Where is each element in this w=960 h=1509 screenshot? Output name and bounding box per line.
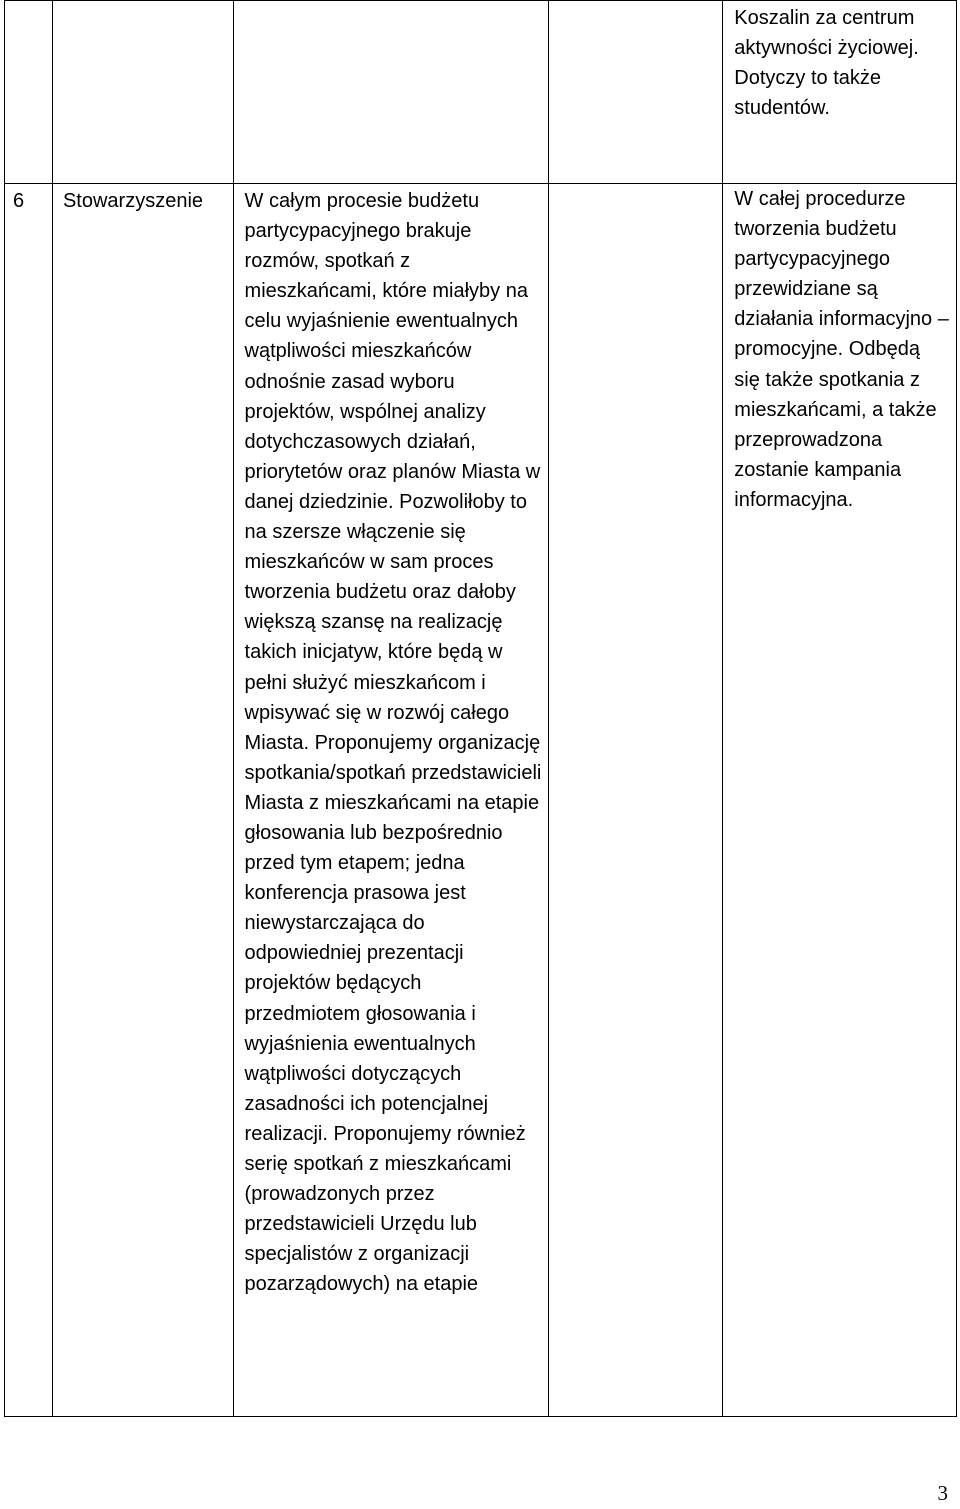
cell-comment: [233, 184, 548, 1417]
cell-submitter-top: [52, 1, 233, 184]
response-continuation-text: Koszalin za centrum aktywności życiowej. Dotyczy to także studentów.: [734, 7, 919, 120]
cell-response-top: [723, 1, 957, 184]
cell-number-top: [5, 1, 53, 184]
row-number: 6: [13, 190, 25, 212]
submitter-name: Stowarzyszenie: [62, 190, 204, 212]
cell-empty: [548, 184, 722, 1417]
page-number: 3: [937, 1481, 948, 1505]
response-text: W całej procedurze tworzenia budżetu partycypacyjnego przewidziane są działania informacyjno – promocyjne. Odbędą się także spotkania z mieszkańcami, a także przeprowadzona zostanie kampania informacyjna.: [734, 188, 949, 511]
cell-comment-top: [233, 1, 548, 184]
table-row-continuation: [5, 1, 957, 184]
cell-empty-top: [548, 1, 722, 184]
cell-number: [5, 184, 53, 1417]
cell-response: [723, 184, 957, 1417]
comments-table: [4, 0, 957, 1417]
table-row: [5, 184, 957, 1417]
comment-text: W całym procesie budżetu partycypacyjnego brakuje rozmów, spotkań z mieszkańcami, które miałyby na celu wyjaśnienie ewentualnych wątpliwości mieszkańców odnośnie zasad wyboru projektów, wspólnej analizy dotychczasowych działań, priorytetów oraz planów Miasta w danej dziedzinie. Pozwoliłoby to na szersze włączenie się mieszkańców w sam proces tworzenia budżetu oraz dałoby większą szansę na realizację takich inicjatyw, które będą w pełni służyć mieszkańcom i wpisywać się w rozwój całego Miasta. Proponujemy organizację spotkania/spotkań przedstawicieli Miasta z mieszkańcami na etapie głosowania lub bezpośrednio przed tym etapem; jedna konferencja prasowa jest niewystarczająca do odpowiedniej prezentacji projektów będących przedmiotem głosowania i wyjaśnienia ewentualnych wątpliwości dotyczących zasadności ich potencjalnej realizacji. Proponujemy również serię spotkań z mieszkańcami (prowadzonych przez przedstawicieli Urzędu lub specjalistów z organizacji pozarządowych) na etapie: [244, 190, 542, 1296]
cell-submitter: [52, 184, 233, 1417]
